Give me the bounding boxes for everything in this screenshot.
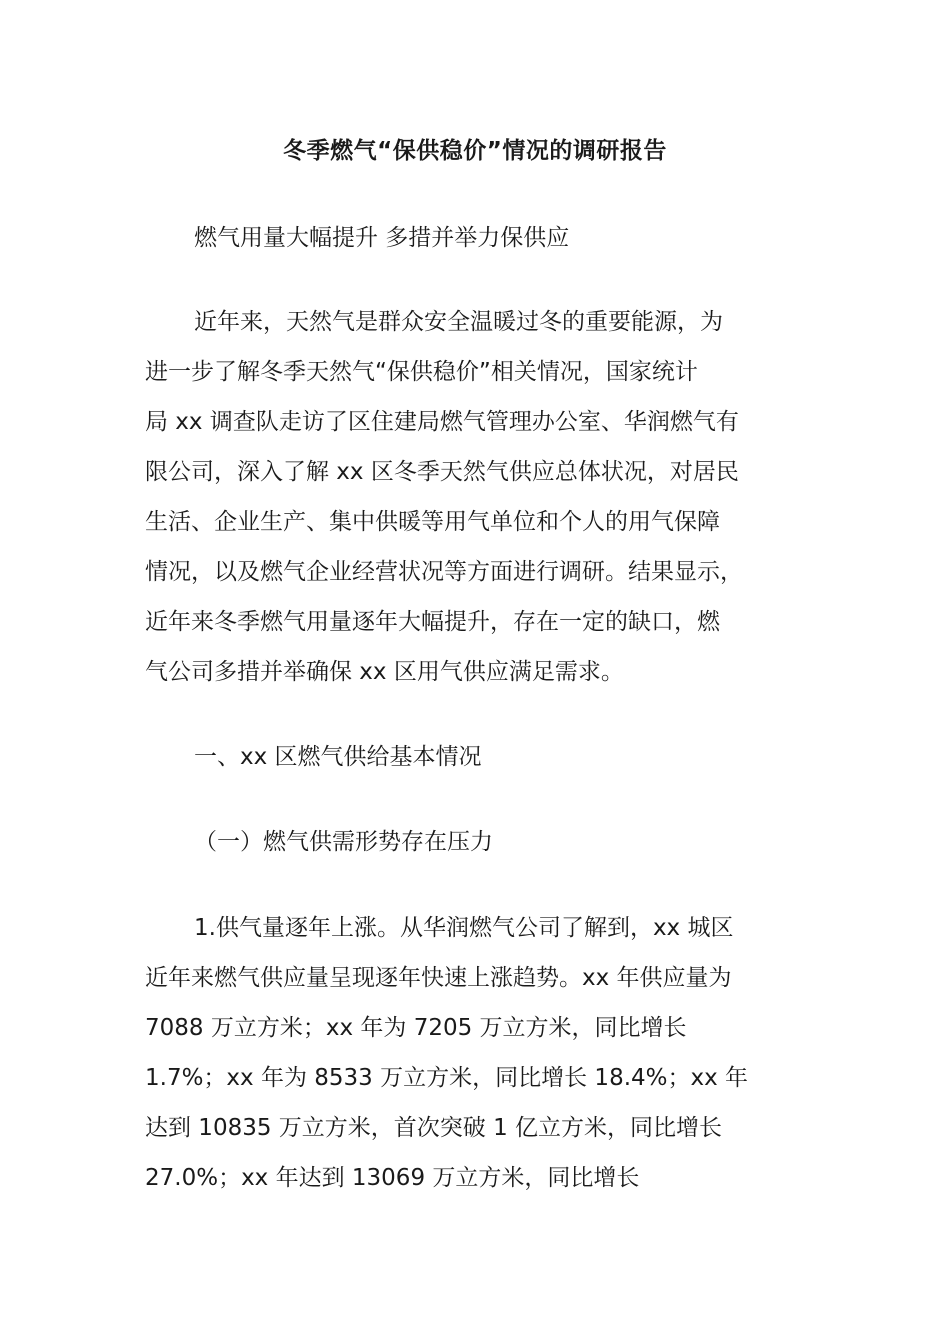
body-line: 1.7%；xx 年为 8533 万立方米，同比增长 18.4%；xx 年	[145, 1065, 749, 1091]
intro-line: 进一步了解冬季天然气“保供稳价”相关情况，国家统计	[145, 359, 698, 385]
document-subtitle: 燃气用量大幅提升 多措并举力保供应	[194, 225, 570, 251]
intro-line: 气公司多措并举确保 xx 区用气供应满足需求。	[145, 659, 624, 685]
document-title: 冬季燃气“保供稳价”情况的调研报告	[283, 138, 667, 164]
intro-line: 情况，以及燃气企业经营状况等方面进行调研。结果显示，	[145, 559, 743, 585]
intro-line: 局 xx 调查队走访了区住建局燃气管理办公室、华润燃气有	[145, 409, 739, 435]
intro-line: 限公司，深入了解 xx 区冬季天然气供应总体状况，对居民	[145, 459, 739, 485]
body-line: 7088 万立方米；xx 年为 7205 万立方米，同比增长	[145, 1015, 687, 1041]
intro-line: 近年来冬季燃气用量逐年大幅提升，存在一定的缺口，燃	[145, 609, 720, 635]
body-line: 近年来燃气供应量呈现逐年快速上涨趋势。xx 年供应量为	[145, 965, 732, 991]
subsection-heading: （一）燃气供需形势存在压力	[194, 829, 493, 855]
body-line: 1.供气量逐年上涨。从华润燃气公司了解到，xx 城区	[194, 915, 734, 941]
intro-line: 近年来，天然气是群众安全温暖过冬的重要能源，为	[194, 309, 723, 335]
body-line: 27.0%；xx 年达到 13069 万立方米，同比增长	[145, 1165, 640, 1191]
intro-line: 生活、企业生产、集中供暖等用气单位和个人的用气保障	[145, 509, 720, 535]
section-heading: 一、xx 区燃气供给基本情况	[194, 744, 482, 770]
body-line: 达到 10835 万立方米，首次突破 1 亿立方米，同比增长	[145, 1115, 723, 1141]
